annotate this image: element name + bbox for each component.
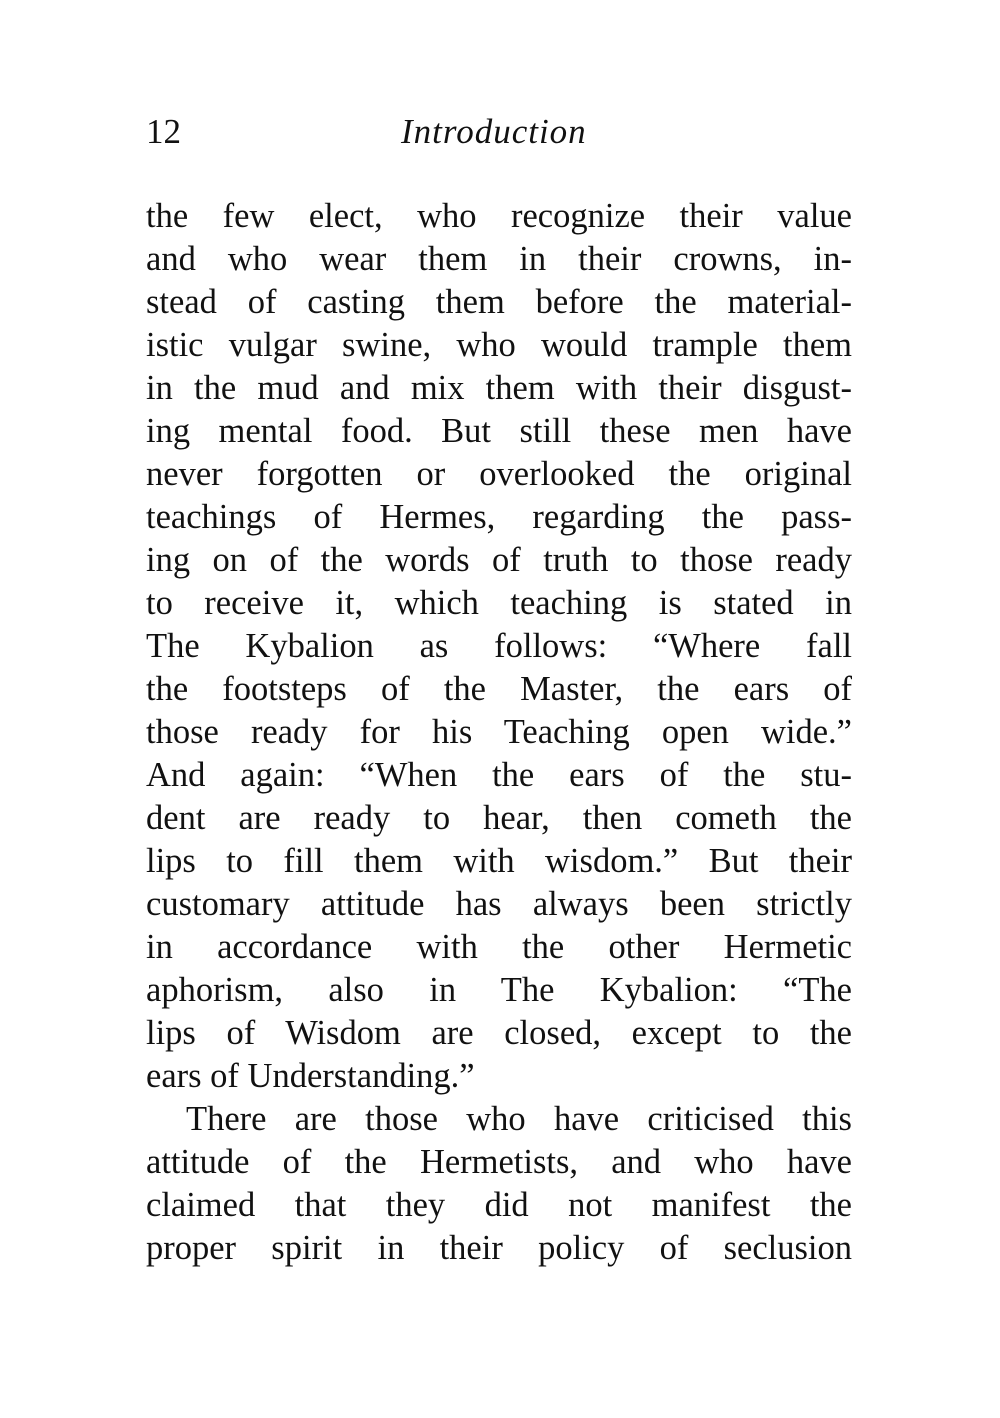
text-line: in accordance with the other Hermetic xyxy=(146,928,852,966)
paragraph-1 xyxy=(146,195,852,1098)
text-line: lips to fill them with wisdom.” But their xyxy=(146,842,852,880)
text-line: teachings of Hermes, regarding the pass- xyxy=(146,498,852,536)
text-line: stead of casting them before the material- xyxy=(146,283,852,321)
text-line: aphorism, also in The Kybalion: “The xyxy=(146,971,852,1009)
text-line: claimed that they did not manifest the xyxy=(146,1186,852,1224)
running-title: Introduction xyxy=(401,112,587,151)
text-line: ing on of the words of truth to those ready xyxy=(146,541,852,579)
text-line: There are those who have criticised this xyxy=(186,1100,852,1138)
text-line: in the mud and mix them with their disgust- xyxy=(146,369,852,407)
text-line: The Kybalion as follows: “Where fall xyxy=(146,627,852,665)
text-line: istic vulgar swine, who would trample them xyxy=(146,326,852,364)
text-line: And again: “When the ears of the stu- xyxy=(146,756,852,794)
text-line: those ready for his Teaching open wide.” xyxy=(146,713,852,751)
running-head xyxy=(146,112,852,162)
text-line: lips of Wisdom are closed, except to the xyxy=(146,1014,852,1052)
text-line: ing mental food. But still these men have xyxy=(146,412,852,450)
text-line: customary attitude has always been strictly xyxy=(146,885,852,923)
text-line: dent are ready to hear, then cometh the xyxy=(146,799,852,837)
text-line: proper spirit in their policy of seclusion xyxy=(146,1229,852,1267)
text-line: to receive it, which teaching is stated in xyxy=(146,584,852,622)
text-line: ears of Understanding.” xyxy=(146,1057,475,1095)
text-line: the footsteps of the Master, the ears of xyxy=(146,670,852,708)
text-line: never forgotten or overlooked the original xyxy=(146,455,852,493)
text-line: the few elect, who recognize their value xyxy=(146,197,852,235)
paragraph-2 xyxy=(146,1098,852,1270)
text-line: attitude of the Hermetists, and who have xyxy=(146,1143,852,1181)
body-text xyxy=(146,195,852,1270)
page-number: 12 xyxy=(146,112,181,151)
text-line: and who wear them in their crowns, in- xyxy=(146,240,852,278)
